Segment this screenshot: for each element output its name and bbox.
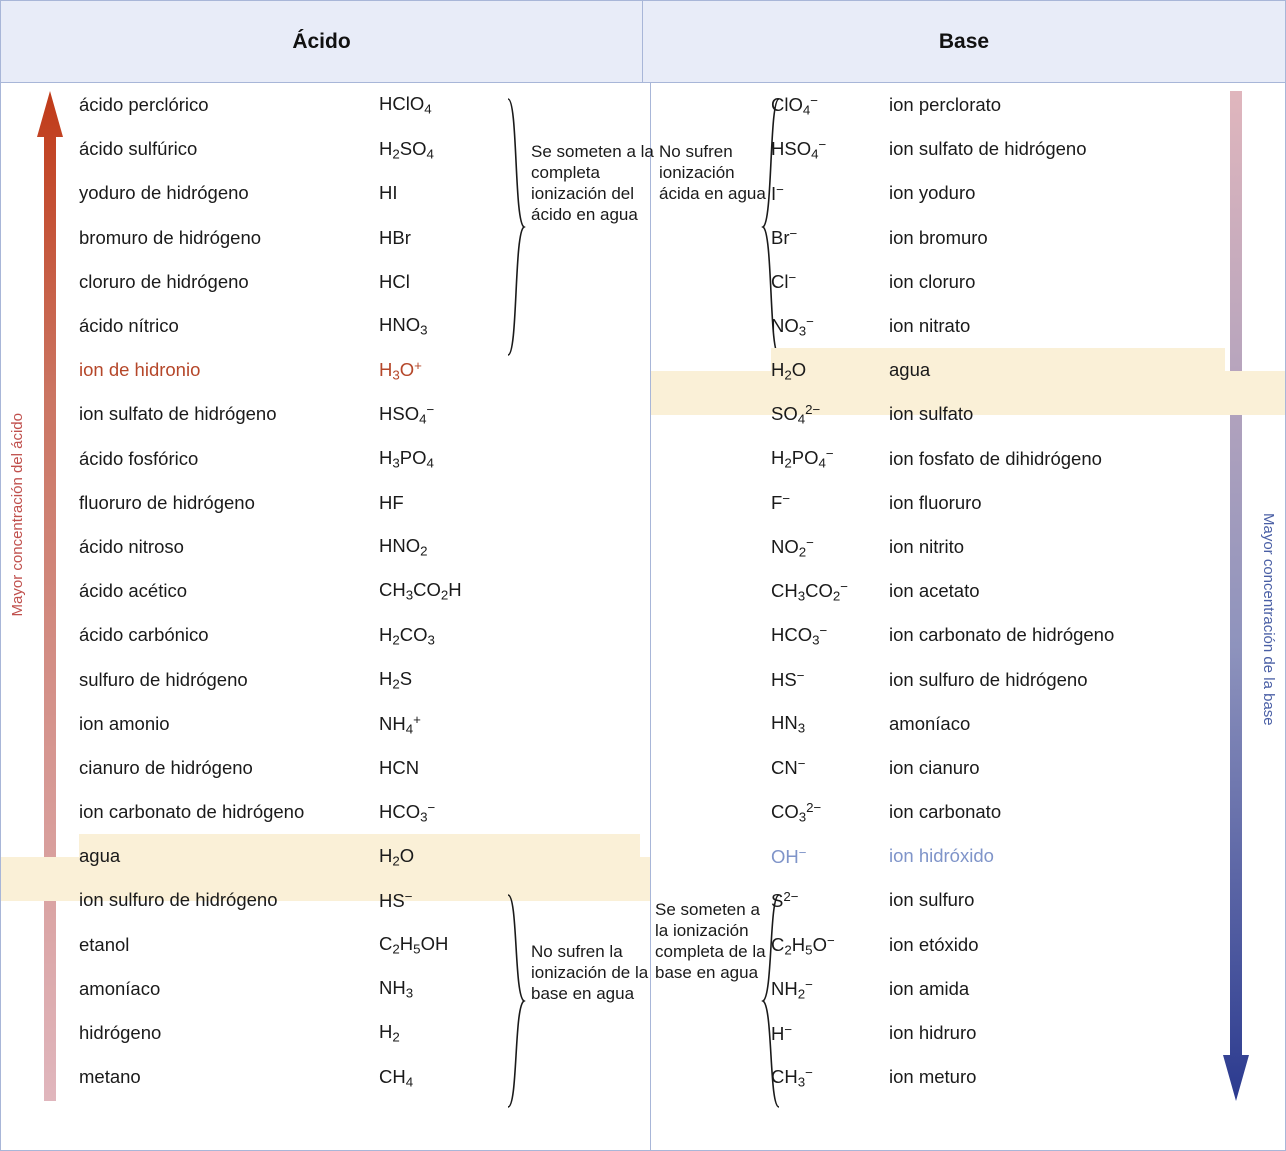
base-name: ion sulfuro de hidrógeno	[889, 668, 1088, 690]
acid-name: ácido sulfúrico	[79, 138, 198, 160]
acid-formula: $NH_3$	[379, 977, 414, 1001]
column-header-acid: Ácido	[1, 1, 643, 82]
acid-formula: HBr	[379, 226, 411, 248]
acid-row	[79, 348, 640, 392]
base-name: ion acetato	[889, 580, 980, 602]
acid-formula: $H_2SO_4$	[379, 137, 434, 161]
base-name: ion meturo	[889, 1066, 977, 1088]
acid-row	[79, 525, 640, 569]
acid-formula: $H_3PO_4$	[379, 446, 434, 471]
base-name: ion fluoruro	[889, 491, 982, 513]
acid-name: agua	[79, 845, 121, 867]
base-top-note: No sufren ionización ácida en agua	[659, 142, 766, 204]
acid-formula: $HNO_2$	[379, 535, 428, 559]
base-row	[771, 304, 1225, 348]
base-row	[771, 746, 1225, 790]
acid-name: bromuro de hidrógeno	[79, 226, 262, 248]
base-arrow-label: Mayor concentración de la base	[1260, 513, 1277, 726]
base-row	[771, 657, 1225, 701]
acid-row	[79, 83, 640, 127]
base-row	[771, 1055, 1225, 1099]
acid-row	[79, 171, 640, 215]
acid-list	[79, 83, 640, 1150]
base-name: amoníaco	[889, 712, 971, 734]
base-formula: $H_2PO_4^-$	[771, 446, 834, 471]
acid-name: etanol	[79, 933, 130, 955]
acid-name: ion sulfuro de hidrógeno	[79, 889, 278, 911]
base-row	[771, 171, 1225, 215]
acid-formula: HF	[379, 491, 404, 513]
acid-row	[79, 481, 640, 525]
acid-name: ácido acético	[79, 580, 187, 602]
base-name: ion cianuro	[889, 756, 980, 778]
base-row	[771, 878, 1225, 922]
acid-row	[79, 569, 640, 613]
base-formula: $HCO_3^-$	[771, 623, 828, 648]
acid-row	[79, 1011, 640, 1055]
acid-formula: $H_3O^+$	[379, 358, 422, 383]
acid-name: hidrógeno	[79, 1022, 162, 1044]
base-row	[771, 613, 1225, 657]
base-row	[771, 569, 1225, 613]
acid-row	[79, 834, 640, 878]
acid-top-note: Se someten a la completa ionización del ácido en agua	[531, 142, 654, 225]
acid-formula: HCl	[379, 270, 410, 292]
base-name: ion hidruro	[889, 1022, 977, 1044]
base-formula: H−	[771, 1021, 793, 1044]
acid-formula: $CH_3CO_2H$	[379, 579, 462, 603]
acid-row	[79, 304, 640, 348]
acid-row	[79, 702, 640, 746]
base-name: ion perclorato	[889, 94, 1002, 116]
table-body	[1, 83, 1285, 1150]
base-row	[771, 348, 1225, 392]
base-formula: OH−	[771, 844, 807, 867]
base-formula: $H_2O$	[771, 358, 807, 382]
acid-row	[79, 746, 640, 790]
acid-formula: $HSO_4^-$	[379, 402, 435, 427]
acid-row	[79, 216, 640, 260]
base-name: ion bromuro	[889, 226, 988, 248]
base-formula: $C_2H_5O^-$	[771, 932, 835, 957]
acid-strength-arrow-icon	[37, 91, 63, 1101]
acid-name: ácido nitroso	[79, 535, 184, 557]
acid-formula: $CH_4$	[379, 1065, 414, 1089]
base-formula: I−	[771, 181, 784, 204]
base-name: ion yoduro	[889, 182, 976, 204]
base-name: ion etóxido	[889, 933, 979, 955]
acid-name: yoduro de hidrógeno	[79, 182, 249, 204]
acid-formula: HS−	[379, 888, 413, 911]
acid-row	[79, 437, 640, 481]
base-formula: $SO_4^{2-}$	[771, 402, 821, 427]
base-list	[771, 83, 1225, 1150]
base-name: ion sulfuro	[889, 889, 975, 911]
table-header	[1, 1, 1285, 83]
base-row	[771, 437, 1225, 481]
acid-row	[79, 923, 640, 967]
base-name: ion sulfato	[889, 403, 974, 425]
base-name: agua	[889, 359, 931, 381]
base-formula: $NO_2^-$	[771, 534, 814, 560]
acid-formula: $C_2H_5OH$	[379, 932, 449, 957]
acid-row	[79, 878, 640, 922]
base-bottom-note: Se someten a la ionización completa de la base en agua	[655, 900, 766, 983]
base-formula: $CH_3^-$	[771, 1065, 813, 1090]
acid-name: ion carbonato de hidrógeno	[79, 801, 305, 823]
acid-arrow-label: Mayor concentración del ácido	[9, 413, 26, 617]
base-formula: $S^{2-}$	[771, 888, 799, 911]
base-formula: Br−	[771, 226, 798, 249]
base-row	[771, 790, 1225, 834]
base-name: ion carbonato de hidrógeno	[889, 624, 1115, 646]
acid-formula: $HCO_3^-$	[379, 799, 436, 825]
column-header-base: Base	[938, 29, 990, 53]
acid-row	[79, 613, 640, 657]
base-name: ion nitrato	[889, 315, 971, 337]
base-row	[771, 923, 1225, 967]
base-formula: HS−	[771, 668, 805, 691]
acid-name: fluoruro de hidrógeno	[79, 491, 255, 513]
acid-name: ácido fosfórico	[79, 447, 199, 469]
base-formula: ClO$_4$−	[771, 92, 819, 118]
acid-row	[79, 790, 640, 834]
acid-formula: HClO$_4$	[379, 93, 432, 117]
acid-name: metano	[79, 1066, 141, 1088]
base-formula: $CO_3^{2-}$	[771, 799, 822, 825]
base-name: ion fosfato de dihidrógeno	[889, 447, 1102, 469]
base-row	[771, 525, 1225, 569]
acid-row	[79, 260, 640, 304]
base-name: ion cloruro	[889, 270, 976, 292]
acid-formula: HCN	[379, 756, 420, 778]
acid-row	[79, 967, 640, 1011]
base-row	[771, 127, 1225, 171]
acid-row	[79, 127, 640, 171]
acid-formula: $H_2CO_3$	[379, 623, 435, 647]
base-formula: $HSO_4^-$	[771, 137, 827, 162]
acid-row	[79, 392, 640, 436]
base-name: ion carbonato	[889, 801, 1002, 823]
acid-name: cianuro de hidrógeno	[79, 756, 253, 778]
acid-name: ion amonio	[79, 712, 170, 734]
base-row	[771, 392, 1225, 436]
acid-name: amoníaco	[79, 977, 161, 999]
acid-row	[79, 1055, 640, 1099]
acid-name: cloruro de hidrógeno	[79, 270, 249, 292]
acid-name: sulfuro de hidrógeno	[79, 668, 248, 690]
base-formula: $CH_3CO_2^-$	[771, 579, 849, 604]
base-row	[771, 216, 1225, 260]
acid-formula: $NH_4^+$	[379, 711, 421, 736]
base-name: ion hidróxido	[889, 845, 994, 867]
base-row	[771, 260, 1225, 304]
acid-row	[79, 657, 640, 701]
acid-formula: $H_2S$	[379, 667, 413, 692]
base-name: ion amida	[889, 977, 970, 999]
acid-bottom-note: No sufren la ionización de la base en agua	[531, 942, 649, 1004]
base-formula: F−	[771, 491, 791, 514]
acid-formula: HI	[379, 182, 398, 204]
base-formula: CN−	[771, 756, 806, 779]
acid-name: ácido nítrico	[79, 315, 179, 337]
acid-name: ácido perclórico	[79, 94, 209, 116]
acid-formula: $HNO_3$	[379, 314, 428, 338]
base-row	[771, 702, 1225, 746]
acid-formula: $H_2$	[379, 1021, 400, 1045]
base-row	[771, 834, 1225, 878]
base-row	[771, 83, 1225, 127]
acid-name: ion sulfato de hidrógeno	[79, 403, 277, 425]
base-column	[651, 83, 1285, 1150]
base-formula: $HN_3$	[771, 712, 806, 736]
base-name: ion nitrito	[889, 535, 965, 557]
acid-name: ion de hidronio	[79, 359, 201, 381]
base-name: ion sulfato de hidrógeno	[889, 138, 1087, 160]
base-strength-arrow-icon	[1223, 91, 1249, 1101]
base-formula: $NO_3^-$	[771, 313, 814, 339]
base-row	[771, 967, 1225, 1011]
base-formula: Cl−	[771, 270, 797, 293]
base-row	[771, 1011, 1225, 1055]
acid-column	[1, 83, 654, 1150]
acid-name: ácido carbónico	[79, 624, 209, 646]
base-formula: $NH_2^-$	[771, 976, 813, 1001]
base-row	[771, 481, 1225, 525]
acid-formula: $H_2O$	[379, 844, 415, 868]
